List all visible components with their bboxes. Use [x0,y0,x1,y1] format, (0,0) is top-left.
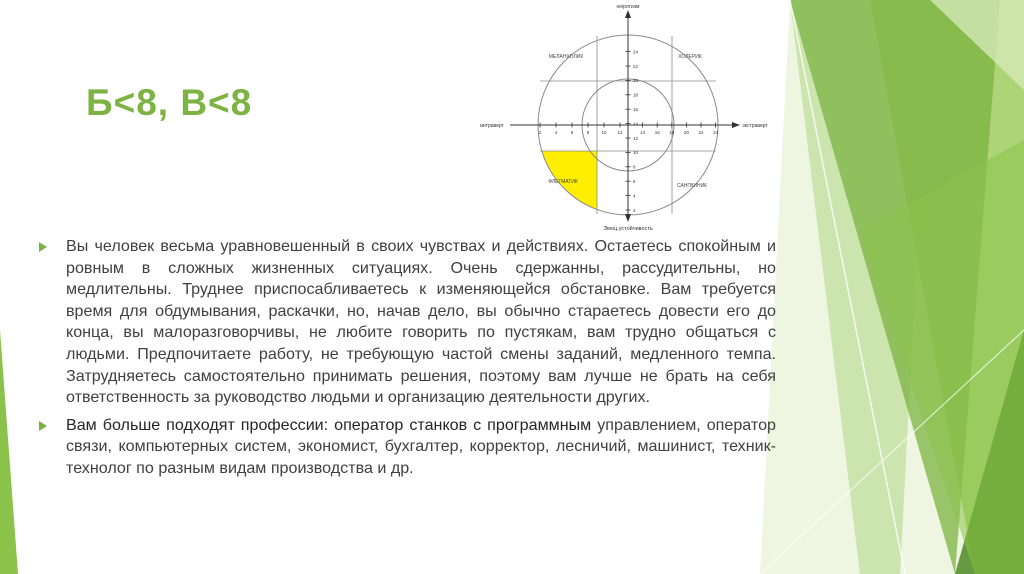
x-tick-label: 10 [601,130,607,135]
quadrant-phlegmatic: ФЛЕГМАТИК [548,179,578,185]
y-axis-arrow-down [625,214,631,222]
y-tick-label: 6 [633,179,636,184]
description-list [38,236,776,480]
y-tick-label: 8 [633,164,636,170]
x-tick-label: 6 [570,130,574,135]
x-tick-label: 16 [654,130,660,135]
y-tick-label: 18 [633,92,639,98]
bullet-arrow-icon [39,421,47,431]
professions-paragraph [38,415,776,480]
x-tick-label: 14 [640,130,646,135]
phlegmatic-highlight [520,151,597,230]
right-axis-label: экстраверт [742,123,768,129]
y-tick-label: 4 [633,193,636,199]
description-paragraph [38,236,776,409]
y-axis-arrow [625,10,631,18]
y-tick-label: 2 [633,207,636,213]
y-tick-label: 22 [633,63,639,69]
slide-title: Б<8, В<8 [86,82,253,123]
x-tick-label: 22 [698,130,704,135]
quadrant-choleric: ХОЛЕРИК [678,54,702,60]
paragraph-text: Вы человек весьма уравновешенный в своих чувствах и действиях. Остаетесь спокойным и ровным в сложных жизненных ситуациях. Очень сдержанны, рассудительны, но медлительны. Труднее приспосабливаетесь к изменяющейся обстановке. Вам требуется время для обдумывания, раскачки, но, начав дело, вы обычно стараетесь довести его до конца, вы малоразговорчивы, не любите говорить по пустякам, вам трудно общаться с людьми. Предпочитаете работу, не требующую частой смены заданий, медленного темпа. Затрудняетесь самостоятельно принимать решения, поэтому вам лучше не брать на себя ответственность за руководство людьми и организацию деятельности других. [66,237,776,407]
y-tick-label: 14 [633,121,639,127]
professions-lead: Вам больше подходят профессии: оператор станков с программным [66,415,592,434]
y-tick-label: 12 [633,135,639,141]
top-axis-label: неіротизм [616,4,640,10]
professions-text: управлением, оператор связи, компьютерных систем, экономист, бухгалтер, корректор, лесничий, машинист, техник-технолог по разным видам производства и др. [66,415,776,477]
x-tick-label: 2 [538,130,542,135]
x-tick-label: 24 [713,130,719,135]
x-tick-label: 4 [554,130,558,135]
x-axis-arrow [732,122,740,128]
left-axis-label: интраверт [480,123,504,129]
quadrant-sanguine: САНГВИНИК [676,183,708,189]
x-tick-label: 20 [683,130,689,135]
x-tick-label: 18 [669,130,675,135]
temperament-circle-diagram [460,0,790,232]
y-tick-label: 24 [633,49,639,55]
y-tick-label: 20 [633,78,639,84]
y-tick-label: 10 [633,150,639,156]
quadrant-melancholic: МЕЛАНХОЛИК [548,54,584,60]
x-tick-label: 12 [617,130,623,135]
left-edge-strip [0,330,18,574]
bottom-axis-label: Эмоц.устойчивость [603,226,653,232]
y-tick-label: 16 [633,107,639,112]
x-tick-label: 8 [586,130,590,135]
bullet-arrow-icon [39,242,47,252]
